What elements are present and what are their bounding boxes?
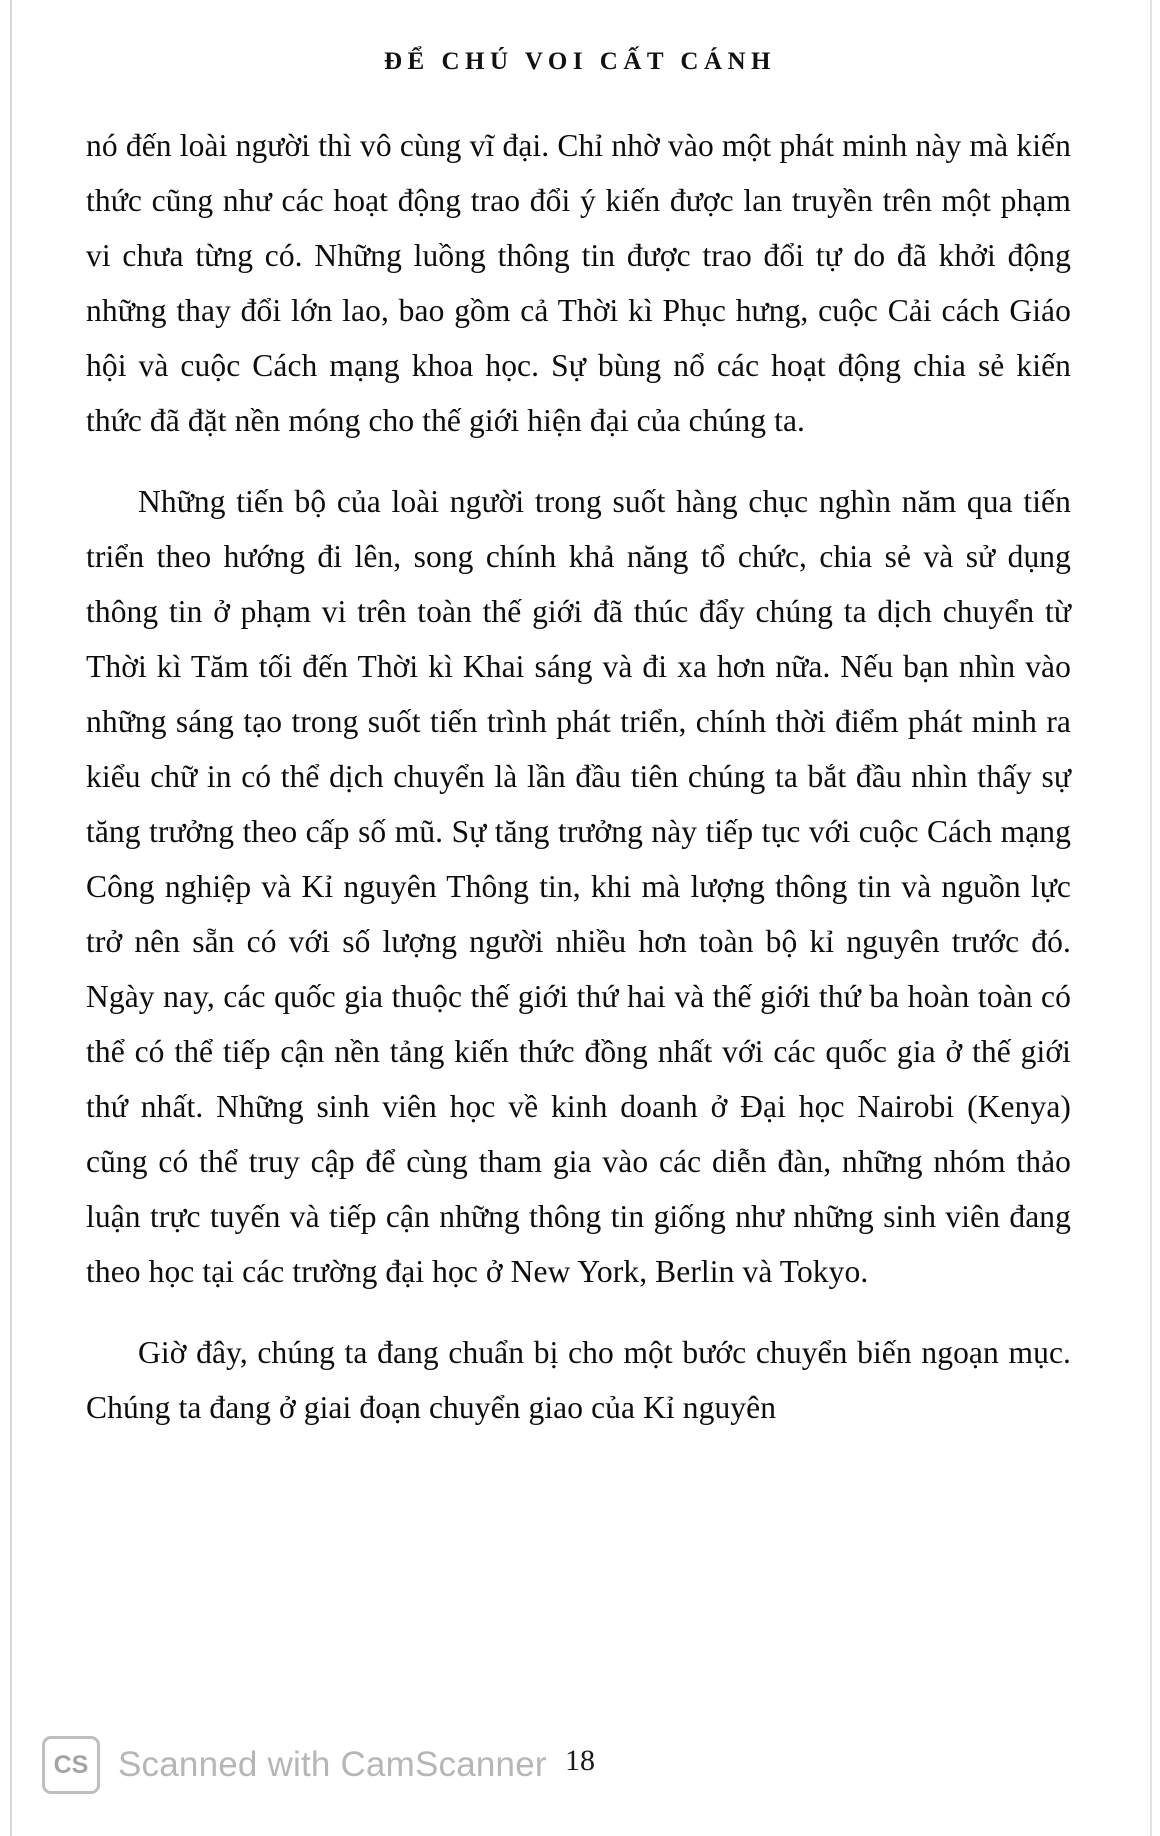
page-number: 18	[565, 1744, 595, 1777]
body-text	[86, 118, 1071, 1435]
camscanner-watermark-label: Scanned with CamScanner	[118, 1745, 547, 1784]
page-edge-right	[1150, 0, 1152, 1836]
paragraph: Giờ đây, chúng ta đang chuẩn bị cho một bước chuyển biến ngoạn mục. Chúng ta đang ở giai đoạn chuyển giao của Kỉ nguyên	[86, 1335, 1071, 1425]
running-head: ĐỂ CHÚ VOI CẤT CÁNH	[384, 48, 776, 75]
paragraph: nó đến loài người thì vô cùng vĩ đại. Chỉ nhờ vào một phát minh này mà kiến thức cũng như các hoạt động trao đổi ý kiến được lan truyền trên một phạm vi chưa từng có. Những luồng thông tin được trao đổi tự do đã khởi động những thay đổi lớn lao, bao gồm cả Thời kì Phục hưng, cuộc Cải cách Giáo hội và cuộc Cách mạng khoa học. Sự bùng nổ các hoạt động chia sẻ kiến thức đã đặt nền móng cho thế giới hiện đại của chúng ta.	[86, 128, 1071, 438]
paragraph: Những tiến bộ của loài người trong suốt hàng chục nghìn năm qua tiến triển theo hướng đi lên, song chính khả năng tổ chức, chia sẻ và sử dụng thông tin ở phạm vi trên toàn thế giới đã thúc đẩy chúng ta dịch chuyển từ Thời kì Tăm tối đến Thời kì Khai sáng và đi xa hơn nữa. Nếu bạn nhìn vào những sáng tạo trong suốt tiến trình phát triển, chính thời điểm phát minh ra kiểu chữ in có thể dịch chuyển là lần đầu tiên chúng ta bắt đầu nhìn thấy sự tăng trưởng theo cấp số mũ. Sự tăng trưởng này tiếp tục với cuộc Cách mạng Công nghiệp và Kỉ nguyên Thông tin, khi mà lượng thông tin và nguồn lực trở nên sẵn có với số lượng người nhiều hơn toàn bộ kỉ nguyên trước đó. Ngày nay, các quốc gia thuộc thế giới thứ hai và thế giới thứ ba hoàn toàn có thể có thể tiếp cận nền tảng kiến thức đồng nhất với các quốc gia ở thế giới thứ nhất. Những sinh viên học về kinh doanh ở Đại học Nairobi (Kenya) cũng có thể truy cập để cùng tham gia vào các diễn đàn, những nhóm thảo luận trực tuyến và tiếp cận những thông tin giống như những sinh viên đang theo học tại các trường đại học ở New York, Berlin và Tokyo.	[86, 484, 1071, 1289]
camscanner-logo-icon: CS	[42, 1736, 100, 1794]
camscanner-watermark	[42, 1736, 547, 1794]
page-edge-left	[10, 0, 12, 1836]
